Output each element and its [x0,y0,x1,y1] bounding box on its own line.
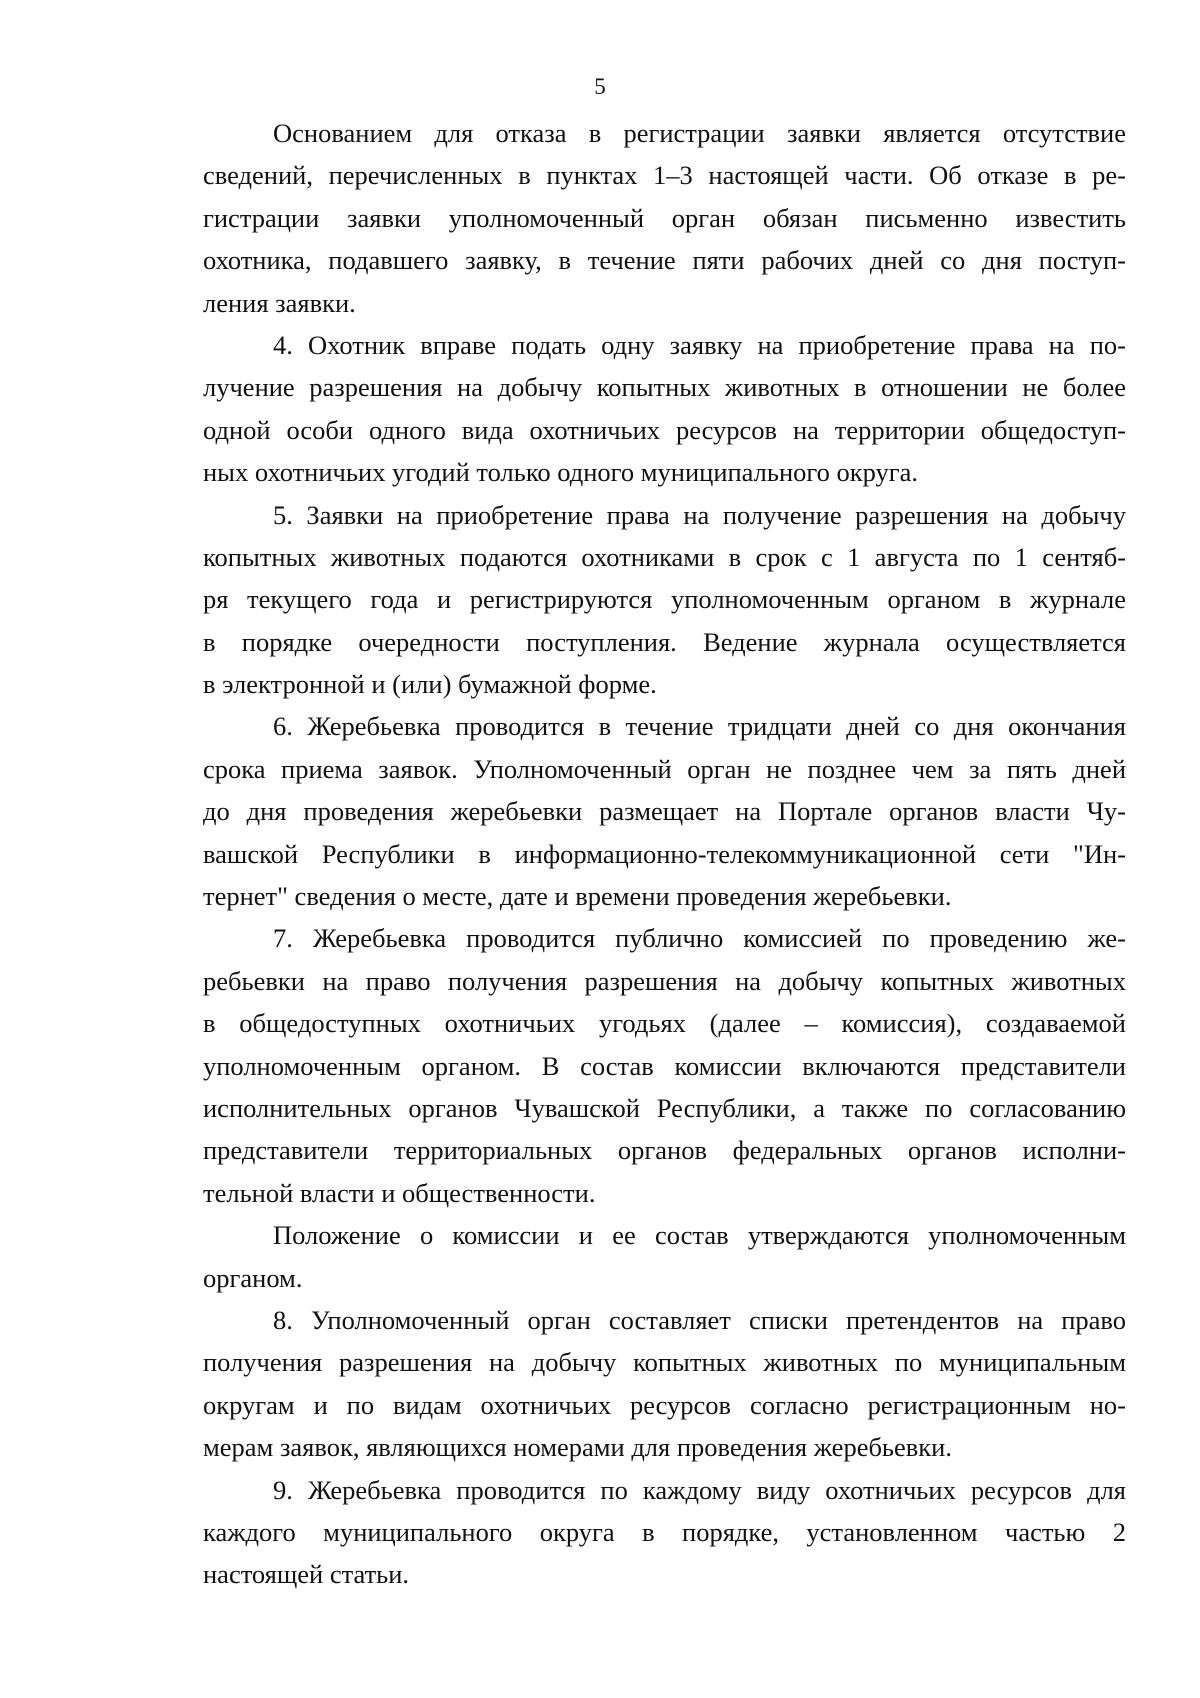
paragraph [203,112,1126,324]
text-line: в порядке очередности поступления. Ведение журнала осуществляется [203,626,1126,657]
paragraph [203,1469,1126,1596]
text-line: лучение разрешения на добычу копытных животных в отношении не более [203,372,1126,403]
text-line: 5. Заявки на приобретение права на получение разрешения на добычу [273,499,1126,530]
text-line: получения разрешения на добычу копытных животных по муниципальным [203,1347,1126,1378]
text-line: настоящей статьи. [203,1559,410,1590]
paragraph [203,324,1126,494]
text-line: 8. Уполномоченный орган составляет списки претендентов на право [273,1304,1126,1335]
text-line: в общедоступных охотничьих угодьях (далее – комиссия), создаваемой [203,1008,1126,1039]
text-line: 7. Жеребьевка проводится публично комиссией по проведению же- [273,923,1126,954]
text-line: сведений, перечисленных в пунктах 1–3 настоящей части. Об отказе в ре- [203,160,1126,191]
text-line: уполномоченным органом. В состав комиссии включаются представители [203,1050,1126,1081]
document-body [203,112,1126,1596]
text-line: одной особи одного вида охотничьих ресурсов на территории общедоступ- [203,414,1126,445]
text-line: тернет" сведения о месте, дате и времени проведения жеребьевки. [203,881,952,912]
text-line: ребьевки на право получения разрешения на добычу копытных животных [203,965,1126,996]
text-line: мерам заявок, являющихся номерами для проведения жеребьевки. [203,1432,952,1463]
text-line: Основанием для отказа в регистрации заявки является отсутствие [273,118,1126,148]
text-line: срока приема заявок. Уполномоченный орган не позднее чем за пять дней [203,753,1126,784]
text-line: округам и по видам охотничьих ресурсов согласно регистрационным но- [203,1389,1126,1420]
text-line: в электронной и (или) бумажной форме. [203,669,657,700]
paragraph [203,1214,1126,1299]
text-line: ления заявки. [203,287,356,318]
text-line: гистрации заявки уполномоченный орган обязан письменно известить [203,202,1126,233]
text-line: охотника, подавшего заявку, в течение пяти рабочих дней со дня поступ- [203,245,1126,276]
text-line: каждого муниципального округа в порядке, установленном частью 2 [203,1516,1126,1547]
text-line: исполнительных органов Чувашской Республики, а также по согласованию [203,1092,1126,1123]
text-line: органом. [203,1262,303,1293]
text-line: 9. Жеребьевка проводится по каждому виду охотничьих ресурсов для [273,1474,1126,1505]
text-line: Положение о комиссии и ее состав утверждаются уполномоченным [273,1220,1126,1251]
text-line: 6. Жеребьевка проводится в течение тридцати дней со дня окончания [273,711,1126,742]
text-line: тельной власти и общественности. [203,1177,596,1208]
text-line: представители территориальных органов федеральных органов исполни- [203,1135,1126,1166]
text-line: вашской Республики в информационно-телекоммуникационной сети "Ин- [203,838,1126,869]
text-line: копытных животных подаются охотниками в срок с 1 августа по 1 сентяб- [203,541,1126,572]
text-line: ря текущего года и регистрируются уполномоченным органом в журнале [203,584,1126,615]
text-line: 4. Охотник вправе подать одну заявку на приобретение права на по- [273,329,1126,360]
text-line: до дня проведения жеребьевки размещает на Портале органов власти Чу- [203,796,1126,827]
page-number: 5 [594,74,606,99]
paragraph [203,705,1126,917]
text-line: ных охотничьих угодий только одного муниципального округа. [203,457,919,488]
paragraph [203,494,1126,706]
paragraph [203,917,1126,1214]
paragraph [203,1299,1126,1469]
